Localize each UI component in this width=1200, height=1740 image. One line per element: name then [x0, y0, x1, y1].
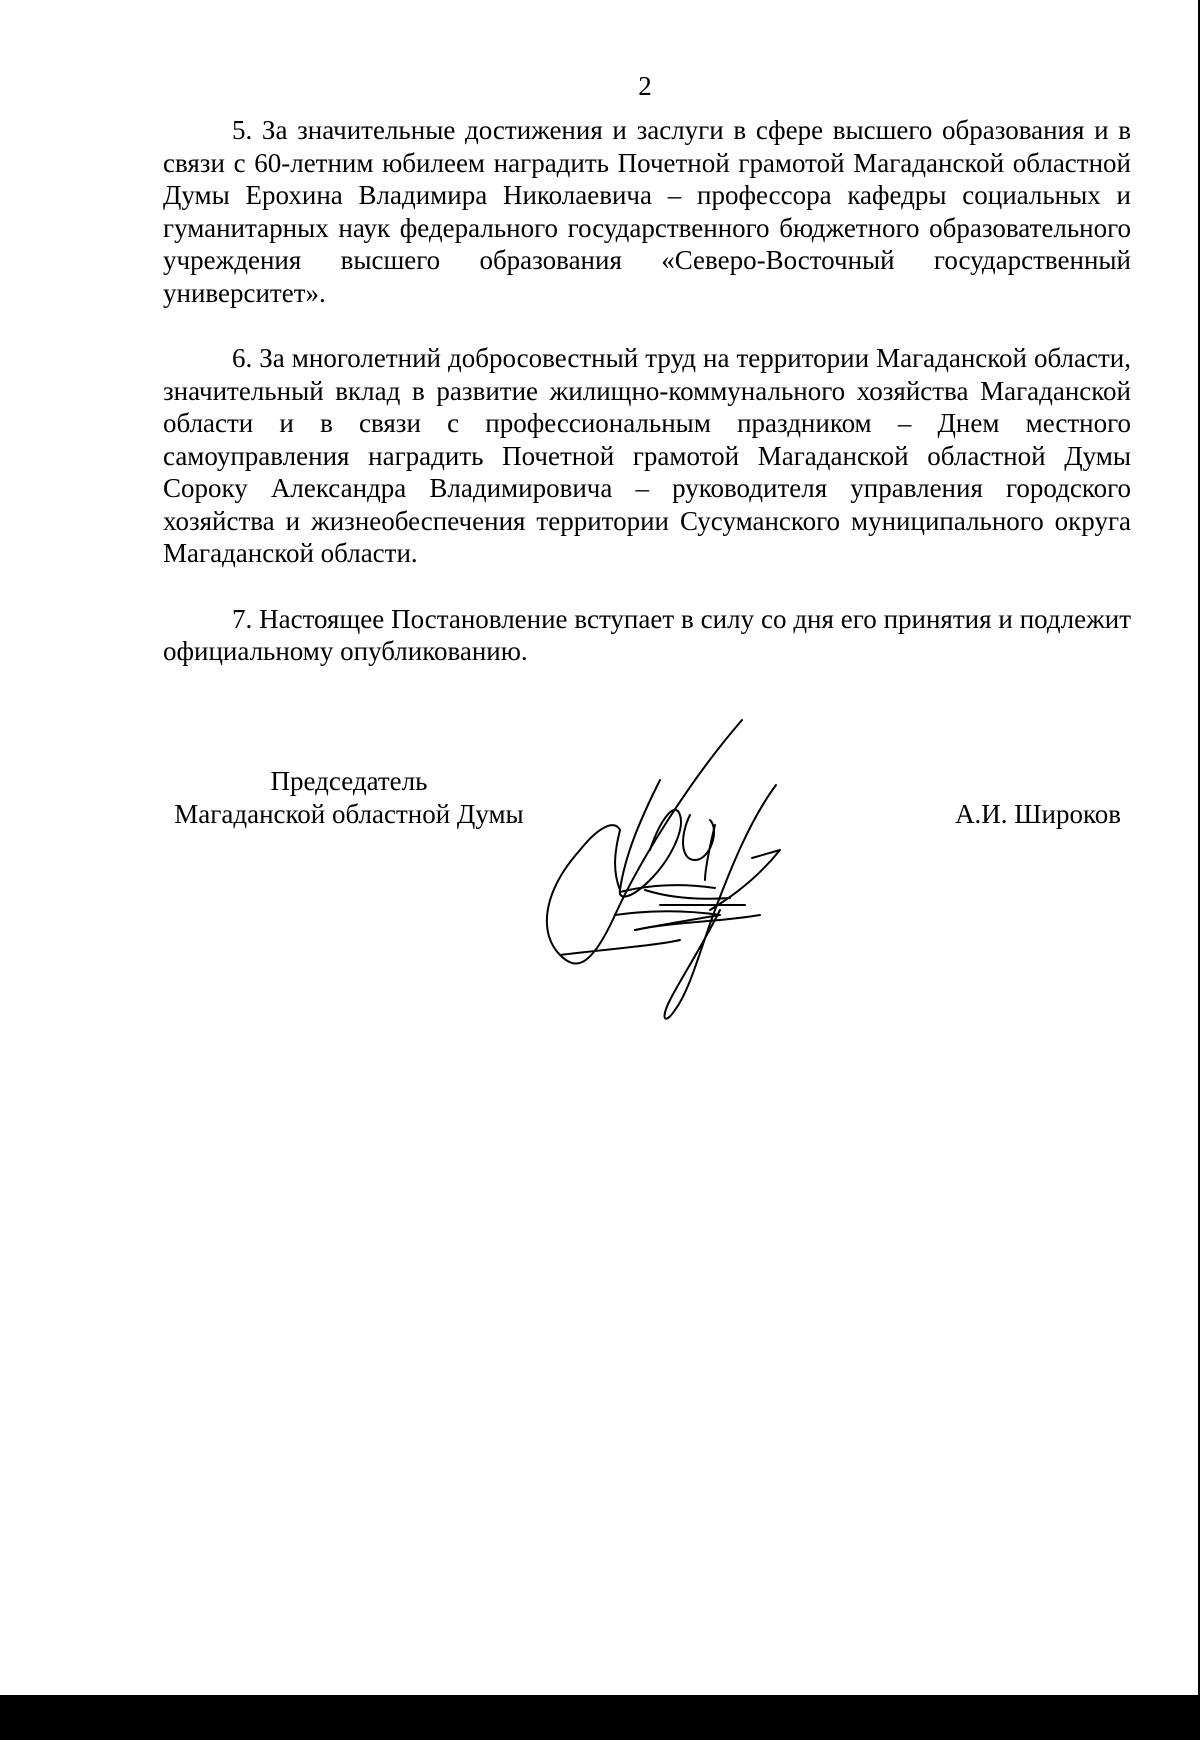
paragraph-7: 7. Настоящее Постановление вступает в силу со дня его принятия и подлежит официальному опубликованию. [163, 603, 1131, 666]
paragraph-6: 6. За многолетний добросовестный труд на территории Магаданской области, значительный вклад в развитие жилищно-коммунального хозяйства Магаданской области и в связи с профессиональным праздником – Днем местного самоуправления наградить Почетной грамотой Магаданской областной Думы Сороку Александра Владимировича – руководителя управления городского хозяйства и жизнеобеспечения территории Сусуманского муниципального округа Магаданской области. [163, 343, 1131, 568]
document-body [163, 114, 1131, 701]
signer-position: Председатель [270, 766, 428, 796]
handwritten-signature [520, 710, 850, 1040]
page-number: 2 [638, 71, 652, 101]
signer-title [169, 765, 529, 831]
scan-bottom-border [0, 1695, 1200, 1740]
signer-organization: Магаданской областной Думы [174, 799, 524, 829]
paragraph-5: 5. За значительные достижения и заслуги в сфере высшего образования и в связи с 60-летним юбилеем наградить Почетной грамотой Магаданской областной Думы Ерохина Владимира Николаевича – профессора кафедры социальных и гуманитарных наук федерального государственного бюджетного образовательного учреждения высшего образования «Северо-Восточный государственный университет». [163, 115, 1131, 308]
signer-name: А.И. Широков [955, 799, 1121, 829]
